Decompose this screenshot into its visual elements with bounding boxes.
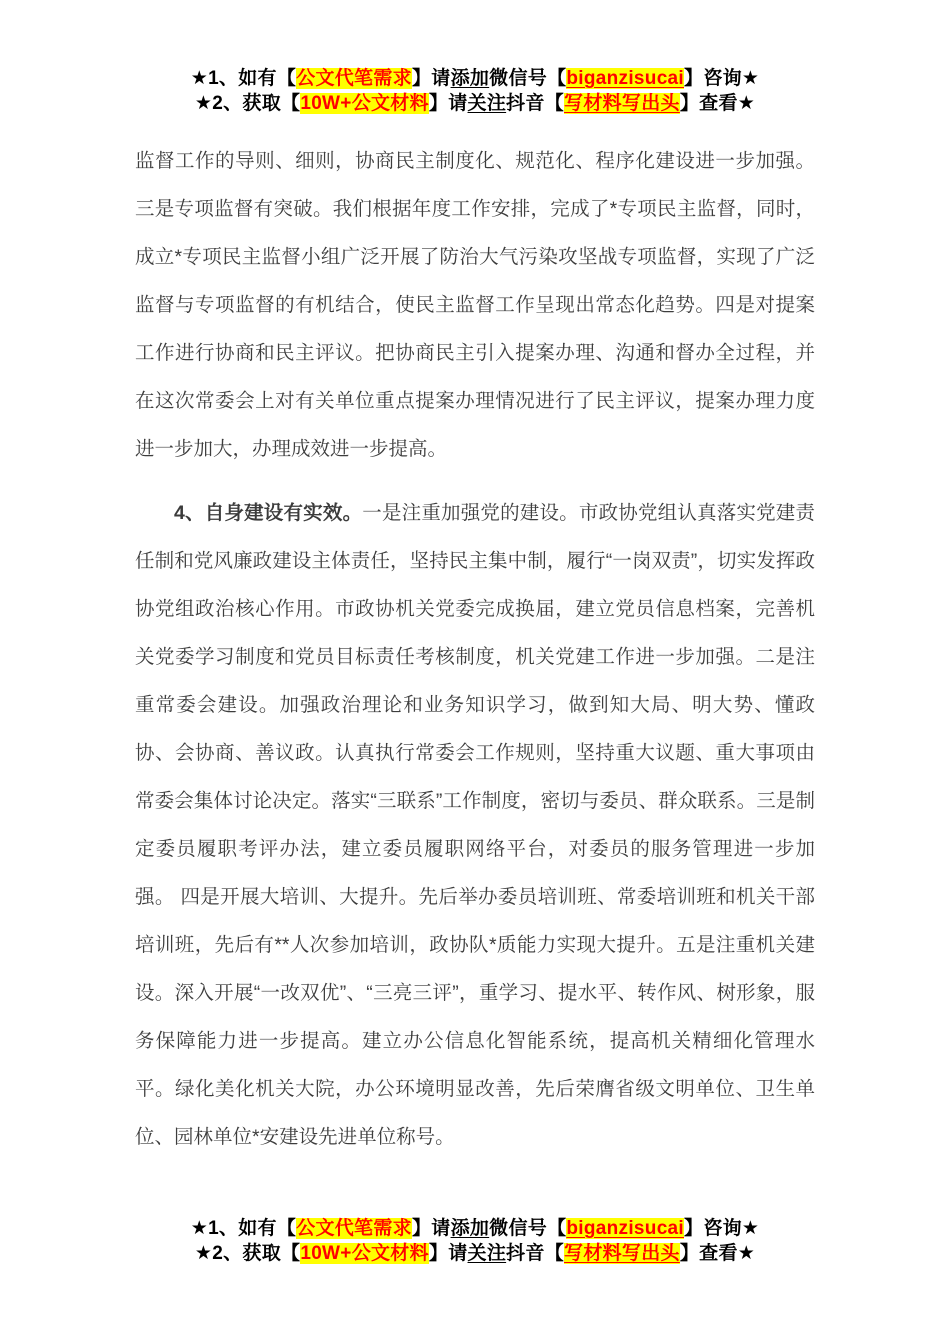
wechat-id: biganzisucai <box>566 1218 685 1239</box>
promo-banner-top-line-1 <box>0 66 950 91</box>
underlined-word-follow: 关注 <box>467 1243 507 1264</box>
banner-text: 】查看★ <box>679 93 756 114</box>
highlighted-keyword-materials: 10W+公文材料 <box>300 93 429 114</box>
promo-banner-top-line-2 <box>0 91 950 116</box>
banner-text: 】请 <box>411 68 451 89</box>
promo-banner-top <box>0 0 950 116</box>
promo-banner-bottom <box>0 1216 950 1266</box>
promo-banner-bottom-line-2 <box>0 1241 950 1266</box>
banner-text: 】请 <box>428 1243 468 1264</box>
paragraph-body-text: 一是注重加强党的建设。市政协党组认真落实党建责任制和党风廉政建设主体责任，坚持民主集中制，履行“一岗双责”，切实发挥政协党组政治核心作用。市政协机关党委完成换届，建立党员信息档案，完善机关党委学习制度和党员目标责任考核制度，机关党建工作进一步加强。二是注重常委会建设。加强政治理论和业务知识学习，做到知大局、明大势、懂政协、会协商、善议政。认真执行常委会工作规则，坚持重大议题、重大事项由常委会集体讨论决定。落实“三联系”工作制度，密切与委员、群众联系。三是制定委员履职考评办法，建立委员履职网络平台，对委员的服务管理进一步加强。 四是开展大培训、大提升。先后举办委员培训班、常委培训班和机关干部培训班，先后有**人次参加培训，政协队*质能力实现大提升。五是注重机关建设。深入开展“一改双优”、“三亮三评”，重学习、提水平、转作风、树形象，服务保障能力进一步提高。建立办公信息化智能系统，提高机关精细化管理水平。绿化美化机关大院，办公环境明显改善，先后荣膺省级文明单位、卫生单位、园林单位*安建设先进单位称号。 <box>135 502 815 1148</box>
highlighted-keyword-ghostwriting: 公文代笔需求 <box>296 68 412 89</box>
banner-text: ★1、如有【 <box>190 68 297 89</box>
wechat-id: biganzisucai <box>566 68 685 89</box>
underlined-word-add: 添加 <box>450 1218 490 1239</box>
banner-text: ★2、获取【 <box>194 93 301 114</box>
banner-text: 】请 <box>428 93 468 114</box>
banner-text: 抖音【 <box>506 1243 565 1264</box>
paragraph-self-building <box>135 489 815 1161</box>
banner-text: 】咨询★ <box>684 68 760 89</box>
paragraph-supervision-work: 监督工作的导则、细则，协商民主制度化、规范化、程序化建设进一步加强。三是专项监督有突破。我们根据年度工作安排，完成了*专项民主监督，同时，成立*专项民主监督小组广泛开展了防治大气污染攻坚战专项监督，实现了广泛监督与专项监督的有机结合，使民主监督工作呈现出常态化趋势。四是对提案工作进行协商和民主评议。把协商民主引入提案办理、沟通和督办全过程，并在这次常委会上对有关单位重点提案办理情况进行了民主评议，提案办理力度进一步加大，办理成效进一步提高。 <box>135 150 815 460</box>
banner-text: 】咨询★ <box>684 1218 760 1239</box>
douyin-account-name: 写材料写出头 <box>564 93 680 114</box>
banner-text: ★1、如有【 <box>190 1218 297 1239</box>
banner-text: 微信号【 <box>489 1218 567 1239</box>
highlighted-keyword-materials: 10W+公文材料 <box>300 1243 429 1264</box>
banner-text: 抖音【 <box>506 93 565 114</box>
highlighted-keyword-ghostwriting: 公文代笔需求 <box>296 1218 412 1239</box>
document-body <box>135 137 815 1161</box>
douyin-account-name: 写材料写出头 <box>564 1243 680 1264</box>
underlined-word-follow: 关注 <box>467 93 507 114</box>
banner-text: 】请 <box>411 1218 451 1239</box>
banner-text: ★2、获取【 <box>194 1243 301 1264</box>
underlined-word-add: 添加 <box>450 68 490 89</box>
paragraph-lead-heading: 4、自身建设有实效。 <box>174 502 363 524</box>
promo-banner-bottom-line-1 <box>0 1216 950 1241</box>
banner-text: 微信号【 <box>489 68 567 89</box>
banner-text: 】查看★ <box>679 1243 756 1264</box>
